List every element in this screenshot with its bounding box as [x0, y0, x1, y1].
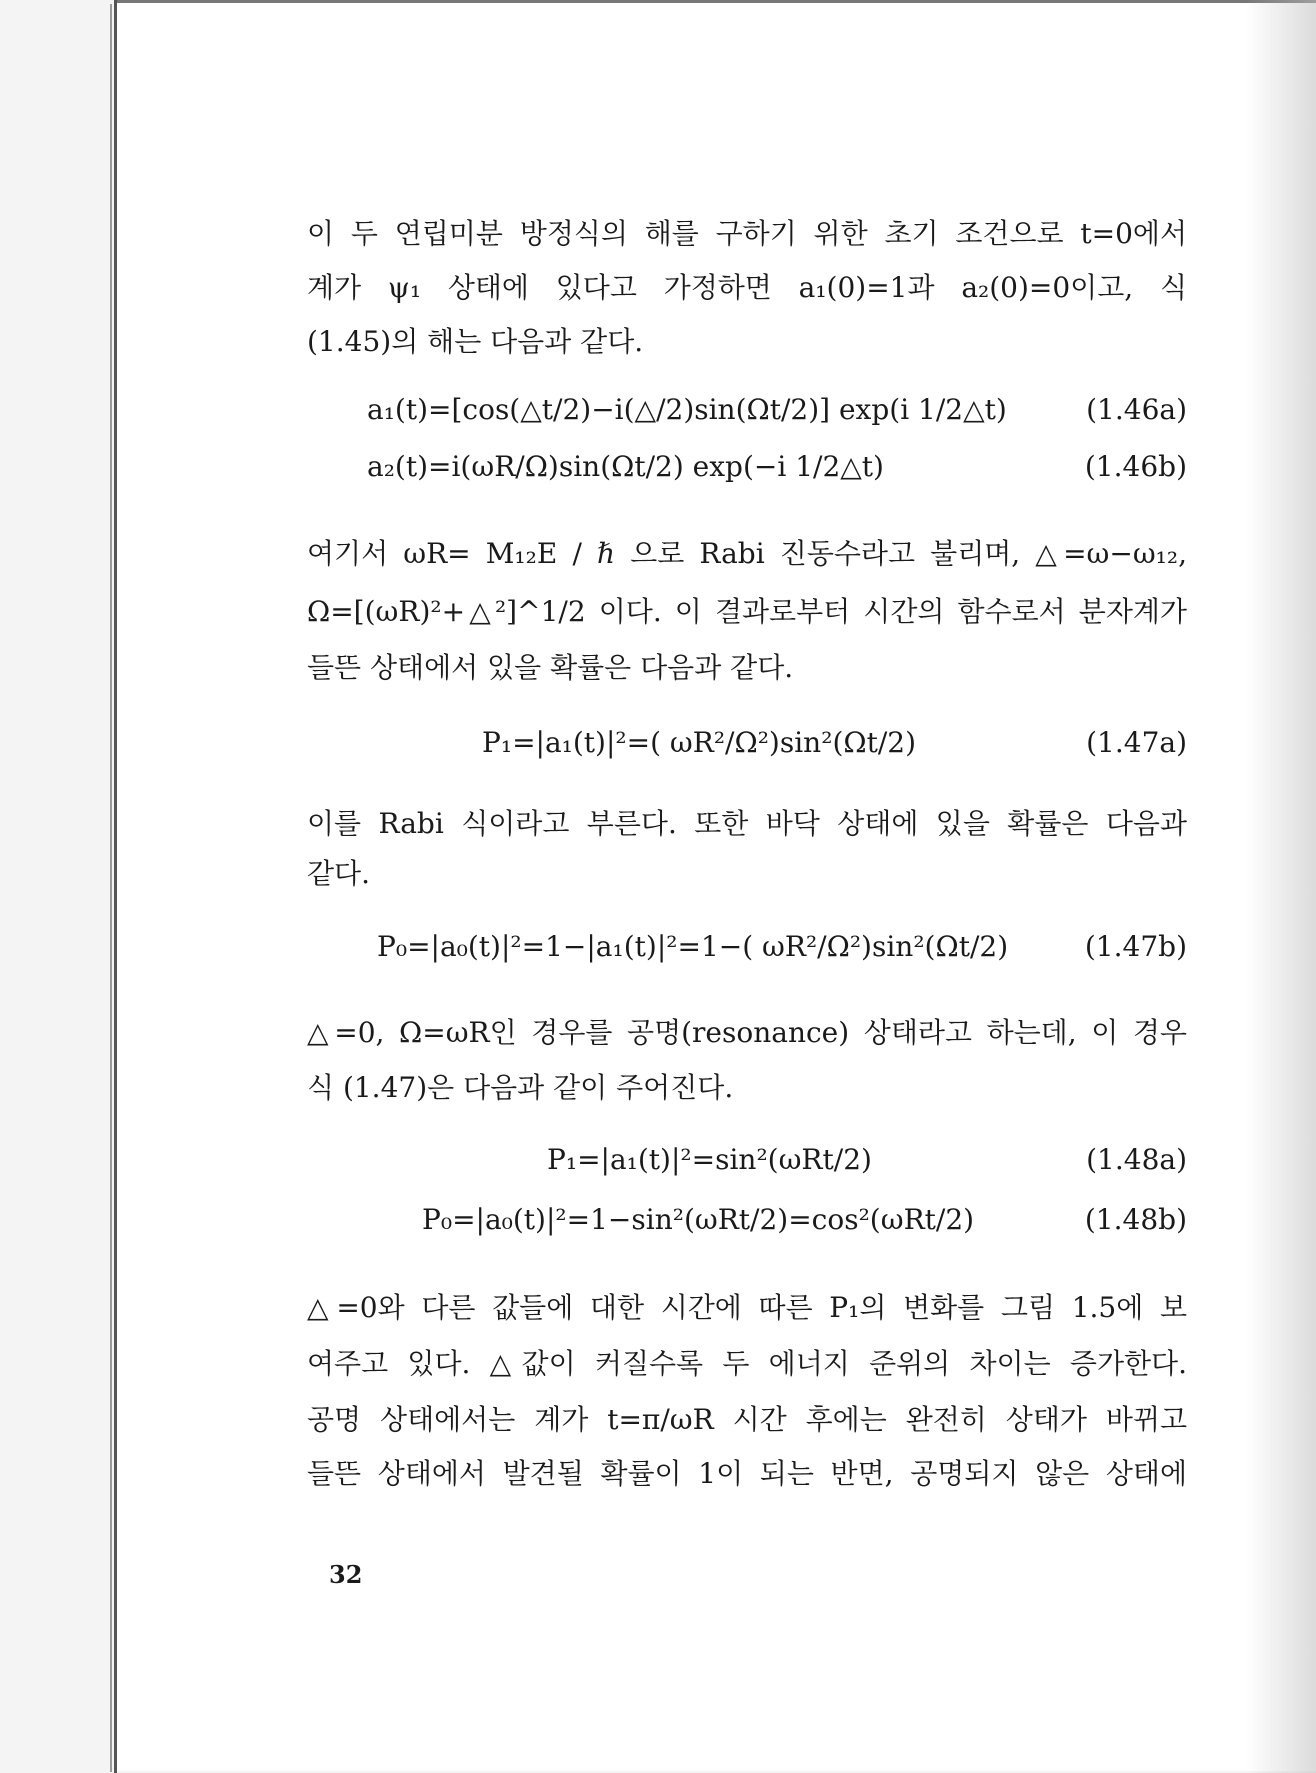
- paragraph-5-line-2: 여주고 있다. △값이 커질수록 두 에너지 준위의 차이는 증가한다.: [307, 1347, 1187, 1380]
- page-right-shadow: [1246, 0, 1316, 1773]
- equation-number: (1.46b): [1084, 450, 1187, 483]
- paragraph-4-line-1: △=0, Ω=ωR인 경우를 공명(resonance) 상태라고 하는데, 이 경우: [307, 1016, 1187, 1049]
- paragraph-5-line-4: 들뜬 상태에서 발견될 확률이 1이 되는 반면, 공명되지 않은 상태에: [307, 1457, 1187, 1490]
- equation-expression: a₁(t)=[cos(△t/2)−i(△/2)sin(Ωt/2)] exp(i 1/2△t): [367, 393, 1007, 426]
- paragraph-4-line-2: 식 (1.47)은 다음과 같이 주어진다.: [307, 1071, 734, 1104]
- equation-expression: P₁=|a₁(t)|²=sin²(ωRt/2): [547, 1143, 872, 1176]
- equation-number: (1.47a): [1086, 726, 1187, 759]
- page-binding-edge: [114, 0, 117, 1773]
- equation-expression: P₁=|a₁(t)|²=( ωR²/Ω²)sin²(Ωt/2): [482, 726, 916, 759]
- paragraph-3-line-1: 이를 Rabi 식이라고 부른다. 또한 바닥 상태에 있을 확률은 다음과: [307, 807, 1187, 840]
- equation-1-46a: [307, 393, 1187, 433]
- equation-1-46b: [307, 450, 1187, 490]
- equation-number: (1.47b): [1084, 930, 1187, 963]
- equation-expression: a₂(t)=i(ωR/Ω)sin(Ωt/2) exp(−i 1/2△t): [367, 450, 884, 483]
- paragraph-2-line-1: 여기서 ωR= M₁₂E / ℏ 으로 Rabi 진동수라고 불리며, △=ω−ω₁₂,: [307, 537, 1187, 570]
- page-edge-shadow: [110, 4, 112, 1772]
- equation-number: (1.48b): [1084, 1203, 1187, 1236]
- paragraph-2-line-2: Ω=[(ωR)²+△²]^1/2 이다. 이 결과로부터 시간의 함수로서 분자계가: [307, 595, 1187, 628]
- paragraph-5-line-1: △=0와 다른 값들에 대한 시간에 따른 P₁의 변화를 그림 1.5에 보: [307, 1291, 1187, 1324]
- paragraph-3-line-2: 같다.: [307, 857, 370, 890]
- page-number: 32: [329, 1560, 363, 1589]
- page-top-edge: [117, 0, 1316, 3]
- equation-1-48a: [307, 1143, 1187, 1183]
- equation-1-48b: [307, 1203, 1187, 1243]
- paragraph-2-line-3: 들뜬 상태에서 있을 확률은 다음과 같다.: [307, 651, 794, 684]
- paragraph-1-line-1: 이 두 연립미분 방정식의 해를 구하기 위한 초기 조건으로 t=0에서: [307, 217, 1187, 250]
- equation-number: (1.46a): [1086, 393, 1187, 426]
- paragraph-1-line-2: 계가 ψ₁ 상태에 있다고 가정하면 a₁(0)=1과 a₂(0)=0이고, 식: [307, 271, 1187, 304]
- paragraph-5-line-3: 공명 상태에서는 계가 t=π/ωR 시간 후에는 완전히 상태가 바뀌고: [307, 1403, 1187, 1436]
- equation-expression: P₀=|a₀(t)|²=1−sin²(ωRt/2)=cos²(ωRt/2): [422, 1203, 975, 1236]
- paragraph-1-line-3: (1.45)의 해는 다음과 같다.: [307, 325, 644, 358]
- equation-1-47a: [307, 726, 1187, 766]
- equation-number: (1.48a): [1086, 1143, 1187, 1176]
- equation-expression: P₀=|a₀(t)|²=1−|a₁(t)|²=1−( ωR²/Ω²)sin²(Ωt/2): [377, 930, 1009, 963]
- equation-1-47b: [307, 930, 1187, 970]
